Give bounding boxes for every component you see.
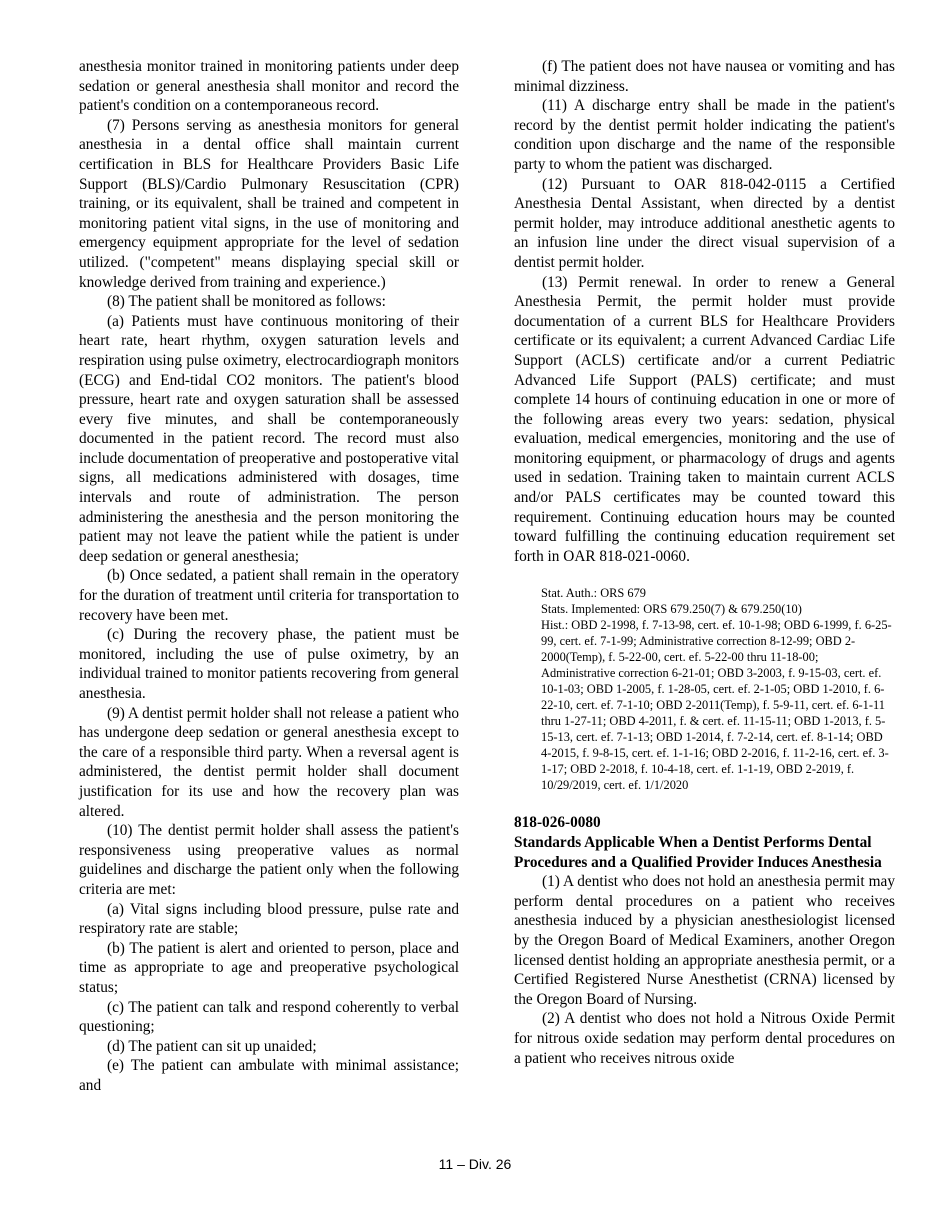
rule-number: 818-026-0080 [514, 814, 601, 832]
paragraph: (e) The patient can ambulate with minimal assistance; and [79, 1057, 459, 1094]
history-text: Hist.: OBD 2-1998, f. 7-13-98, cert. ef. 10-1-98; OBD 6-1999, f. 6-25-99, cert. ef. 7-1-99; Administrative correction 8-12-99; OBD 2-2000(Temp), f. 5-22-00, cert. ef. 5-22-00 thru 11-18-00; Administrative correction 6-21-01; OBD 3-2003, f. 9-15-03, cert. ef. 10-1-03; OBD 1-2005, f. 1-28-05, cert. ef. 2-1-05; OBD 1-2010, f. 6-22-10, cert. ef. 7-1-10; OBD 2-2011(Temp), f. 5-9-11, cert. ef. 6-1-11 thru 1-27-11; OBD 4-2011, f. & cert. ef. 11-15-11; OBD 1-2013, f. 5-15-13, cert. ef. 7-1-13; OBD 1-2014, f. 7-2-14, cert. ef. 8-1-14; OBD 4-2015, f. 9-8-15, cert. ef. 1-1-16; OBD 2-2016, f. 11-2-16, cert. ef. 3-1-17; OBD 2-2018, f. 10-4-18, cert. ef. 1-1-19, OBD 2-2019, f. 10/29/2019, cert. ef. 1/1/2020 [541, 618, 892, 793]
paragraph: (1) A dentist who does not hold an anesthesia permit may perform dental procedures on a patient who receives anesthesia induced by a physician anesthesiologist licensed by the Oregon Board of Medical Examiners, another Oregon licensed dentist holding an appropriate anesthesia permit, or a Certified Registered Nurse Anesthetist (CRNA) licensed by the Oregon Board of Nursing. [514, 873, 895, 1008]
stat-auth: Stat. Auth.: ORS 679 [541, 586, 646, 601]
left-column [79, 57, 459, 1095]
rule-title: Standards Applicable When a Dentist Performs Dental Procedures and a Qualified Provider Induces Anesthesia [514, 834, 882, 871]
paragraph: (b) The patient is alert and oriented to person, place and time as appropriate to age and preoperative psychological status; [79, 939, 459, 996]
paragraph: (f) The patient does not have nausea or vomiting and has minimal dizziness. [514, 58, 895, 95]
paragraph: (9) A dentist permit holder shall not release a patient who has undergone deep sedation or general anesthesia except to the care of a responsible third party. When a reversal agent is administered, the dentist permit holder shall document justification for its use and how the recovery plan was altered. [79, 704, 459, 820]
statutory-history [541, 585, 895, 793]
paragraph: (b) Once sedated, a patient shall remain in the operatory for the duration of treatment until criteria for transportation to recovery have been met. [79, 567, 459, 624]
paragraph: (11) A discharge entry shall be made in the patient's record by the dentist permit holder indicating the patient's condition upon discharge and the name of the responsible party to whom the patient was discharged. [514, 97, 895, 173]
paragraph: (c) During the recovery phase, the patient must be monitored, including the use of pulse oximetry, by an individual trained to monitor patients recovering from general anesthesia. [79, 626, 459, 702]
paragraph: (8) The patient shall be monitored as follows: [107, 293, 386, 311]
paragraph: (a) Patients must have continuous monitoring of their heart rate, heart rhythm, oxygen saturation levels and respiration using pulse oximetry, electrocardiograph monitors (ECG) and End-tidal CO2 monitors. The patient's blood pressure, heart rate and oxygen saturation shall be assessed every five minutes, and shall be contemporaneously documented in the patient record. The record must also include documentation of preoperative and postoperative vital signs, all medications administered with dosages, time intervals and route of administration. The person administering the anesthesia and the person monitoring the patient may not leave the patient while the patient is under deep sedation or general anesthesia; [79, 312, 459, 565]
page-footer: 11 – Div. 26 [438, 1156, 512, 1172]
paragraph: (12) Pursuant to OAR 818-042-0115 a Certified Anesthesia Dental Assistant, when directed by a dentist permit holder, may introduce additional anesthetic agents to an infusion line under the direct visual supervision of a dentist permit holder. [514, 175, 895, 271]
right-column [514, 57, 895, 1068]
paragraph: (a) Vital signs including blood pressure, pulse rate and respiratory rate are stable; [79, 900, 459, 938]
stats-implemented: Stats. Implemented: ORS 679.250(7) & 679.250(10) [541, 602, 802, 617]
paragraph: (d) The patient can sit up unaided; [107, 1037, 317, 1055]
paragraph: anesthesia monitor trained in monitoring patients under deep sedation or general anesthesia shall monitor and record the patient's condition on a contemporaneous record. [79, 58, 459, 115]
paragraph: (7) Persons serving as anesthesia monitors for general anesthesia in a dental office shall maintain current certification in BLS for Healthcare Providers Basic Life Support (BLS)/Cardio Pulmonary Resuscitation (CPR) training, or its equivalent, shall be trained and competent in monitoring patient vital signs, in the use of monitoring and emergency equipment appropriate for the level of sedation utilized. ("competent" means displaying special skill or knowledge derived from training and experience.) [79, 116, 459, 291]
paragraph: (c) The patient can talk and respond coherently to verbal questioning; [79, 998, 459, 1036]
paragraph: (13) Permit renewal. In order to renew a General Anesthesia Permit, the permit holder must provide documentation of a current BLS for Healthcare Providers certificate or its equivalent; a current Advanced Cardiac Life Support (ACLS) certificate and/or a current Pediatric Advanced Life Support (PALS) certificate; and must complete 14 hours of continuing education in one or more of the following areas every two years: sedation, physical evaluation, medical emergencies, monitoring and the use of monitoring equipment, or pharmacology of drugs and agents used in sedation. Training taken to maintain current ACLS and/or PALS certificates may be counted toward this requirement. Continuing education hours may be counted toward fulfilling the continuing education requirement set forth in OAR 818-021-0060. [514, 273, 895, 565]
paragraph: (2) A dentist who does not hold a Nitrous Oxide Permit for nitrous oxide sedation may perform dental procedures on a patient who receives nitrous oxide [514, 1010, 895, 1067]
paragraph: (10) The dentist permit holder shall assess the patient's responsiveness using preoperative values as normal guidelines and discharge the patient only when the following criteria are met: [79, 822, 459, 898]
